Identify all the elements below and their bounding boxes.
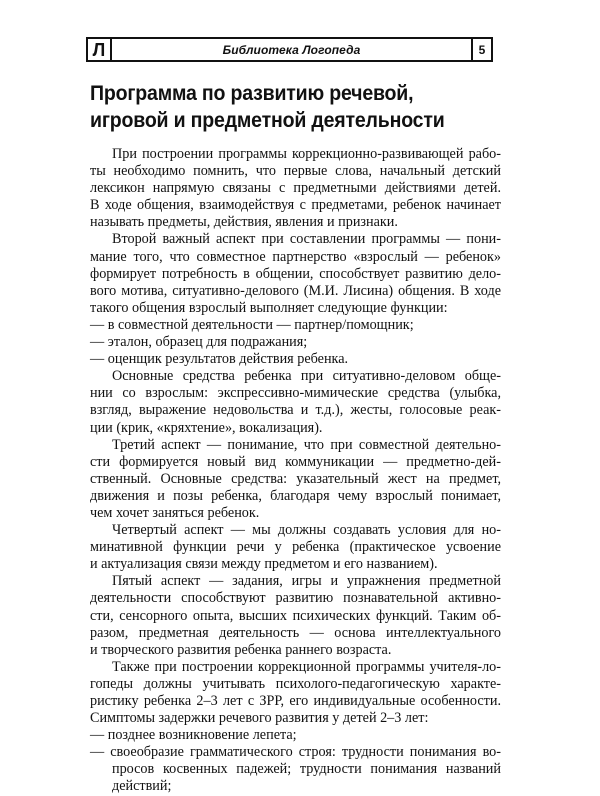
text-line: — оценщик результатов действия ребенка. [90, 351, 349, 368]
text-line: — эталон, образец для подражания; [90, 334, 308, 351]
text-line: такого общения взрослый выполняет следующие функции: [90, 299, 448, 316]
text-line: просов косвенных падежей; трудности понимания названий [112, 761, 501, 778]
text-line: Основные средства ребенка при ситуативно-деловом обще- [112, 368, 501, 385]
series-logo: Л [88, 39, 112, 60]
chapter-title-line: игровой и предметной деятельности [90, 109, 445, 132]
text-line: и творческого развития ребенка раннего возраста. [90, 641, 392, 658]
text-line: В ходе общения, взаимодействуя с предметами, ребенок начинает [90, 197, 501, 214]
text-line: Второй важный аспект при составлении программы — пони- [112, 231, 501, 248]
text-line: действий; [112, 778, 172, 795]
page-number: 5 [471, 39, 491, 60]
text-line: ты необходимо помнить, что первые слова, начальный детский [90, 163, 501, 180]
body-text [90, 146, 501, 796]
text-line: формирует потребность в общении, способствует развитию дело- [90, 265, 501, 282]
chapter-title-line: Программа по развитию речевой, [90, 82, 414, 105]
text-line: взгляд, выражение недовольства и т.д.), жесты, голосовые реак- [90, 402, 501, 419]
text-line: деятельности способствуют развитию познавательной активно- [90, 590, 501, 607]
text-line: ристику ребенка 2–3 лет с ЗРР, его индивидуальные особенности. [90, 693, 501, 709]
text-line: гопеды должны учитывать психолого-педагогическую характе- [90, 675, 501, 692]
chapter-title [90, 80, 471, 134]
text-line: мание того, что совместное партнерство «взрослый — ребенок» [90, 248, 501, 265]
text-line: движения и позы ребенка, благодаря чему взрослый понимает, [90, 487, 501, 504]
text-line: Симптомы задержки речевого развития у детей 2–3 лет: [90, 710, 429, 727]
text-line: — позднее возникновение лепета; [90, 727, 297, 744]
text-line: Также при построении коррекционной программы учителя-ло- [112, 658, 501, 675]
text-line: минативной функции речи у ребенка (практическое усвоение [90, 539, 501, 556]
running-header [86, 37, 493, 62]
text-line: ции (крик, «кряхтение», вокализация). [90, 419, 323, 436]
text-line: чем хочет заняться ребенок. [90, 504, 260, 521]
text-line: сти формируется новый вид коммуникации — предметно-дей- [90, 453, 501, 470]
text-line: и актуализация связи между предметом и его названием). [90, 556, 438, 573]
text-line: Третий аспект — понимание, что при совместной деятельно- [112, 436, 501, 453]
text-line: разом, предметная деятельность — основа интеллектуального [90, 624, 501, 641]
text-line: лексикон напрямую связаны с предметными действиями детей. [90, 180, 501, 197]
text-line: Четвертый аспект — мы должны создавать условия для но- [112, 522, 501, 539]
text-line: — своеобразие грамматического строя: трудности понимания во- [90, 744, 501, 761]
text-line: При построении программы коррекционно-развивающей рабо- [112, 146, 501, 162]
running-title: Библиотека Логопеда [222, 42, 361, 57]
text-line: Пятый аспект — задания, игры и упражнения предметной [112, 573, 501, 590]
text-line: вого мотива, ситуативно-делового (М.И. Лисина) общения. В ходе [90, 282, 501, 299]
text-line: — в совместной деятельности — партнер/помощник; [90, 316, 414, 333]
text-line: сти, сенсорного опыта, высших психических функций. Таким об- [90, 607, 501, 624]
text-line: нии со взрослым: экспрессивно-мимические средства (улыбка, [90, 385, 501, 402]
text-line: ственный. Основные средства: указательный жест на предмет, [90, 470, 501, 487]
text-line: называть предметы, действия, явления и признаки. [90, 214, 398, 231]
